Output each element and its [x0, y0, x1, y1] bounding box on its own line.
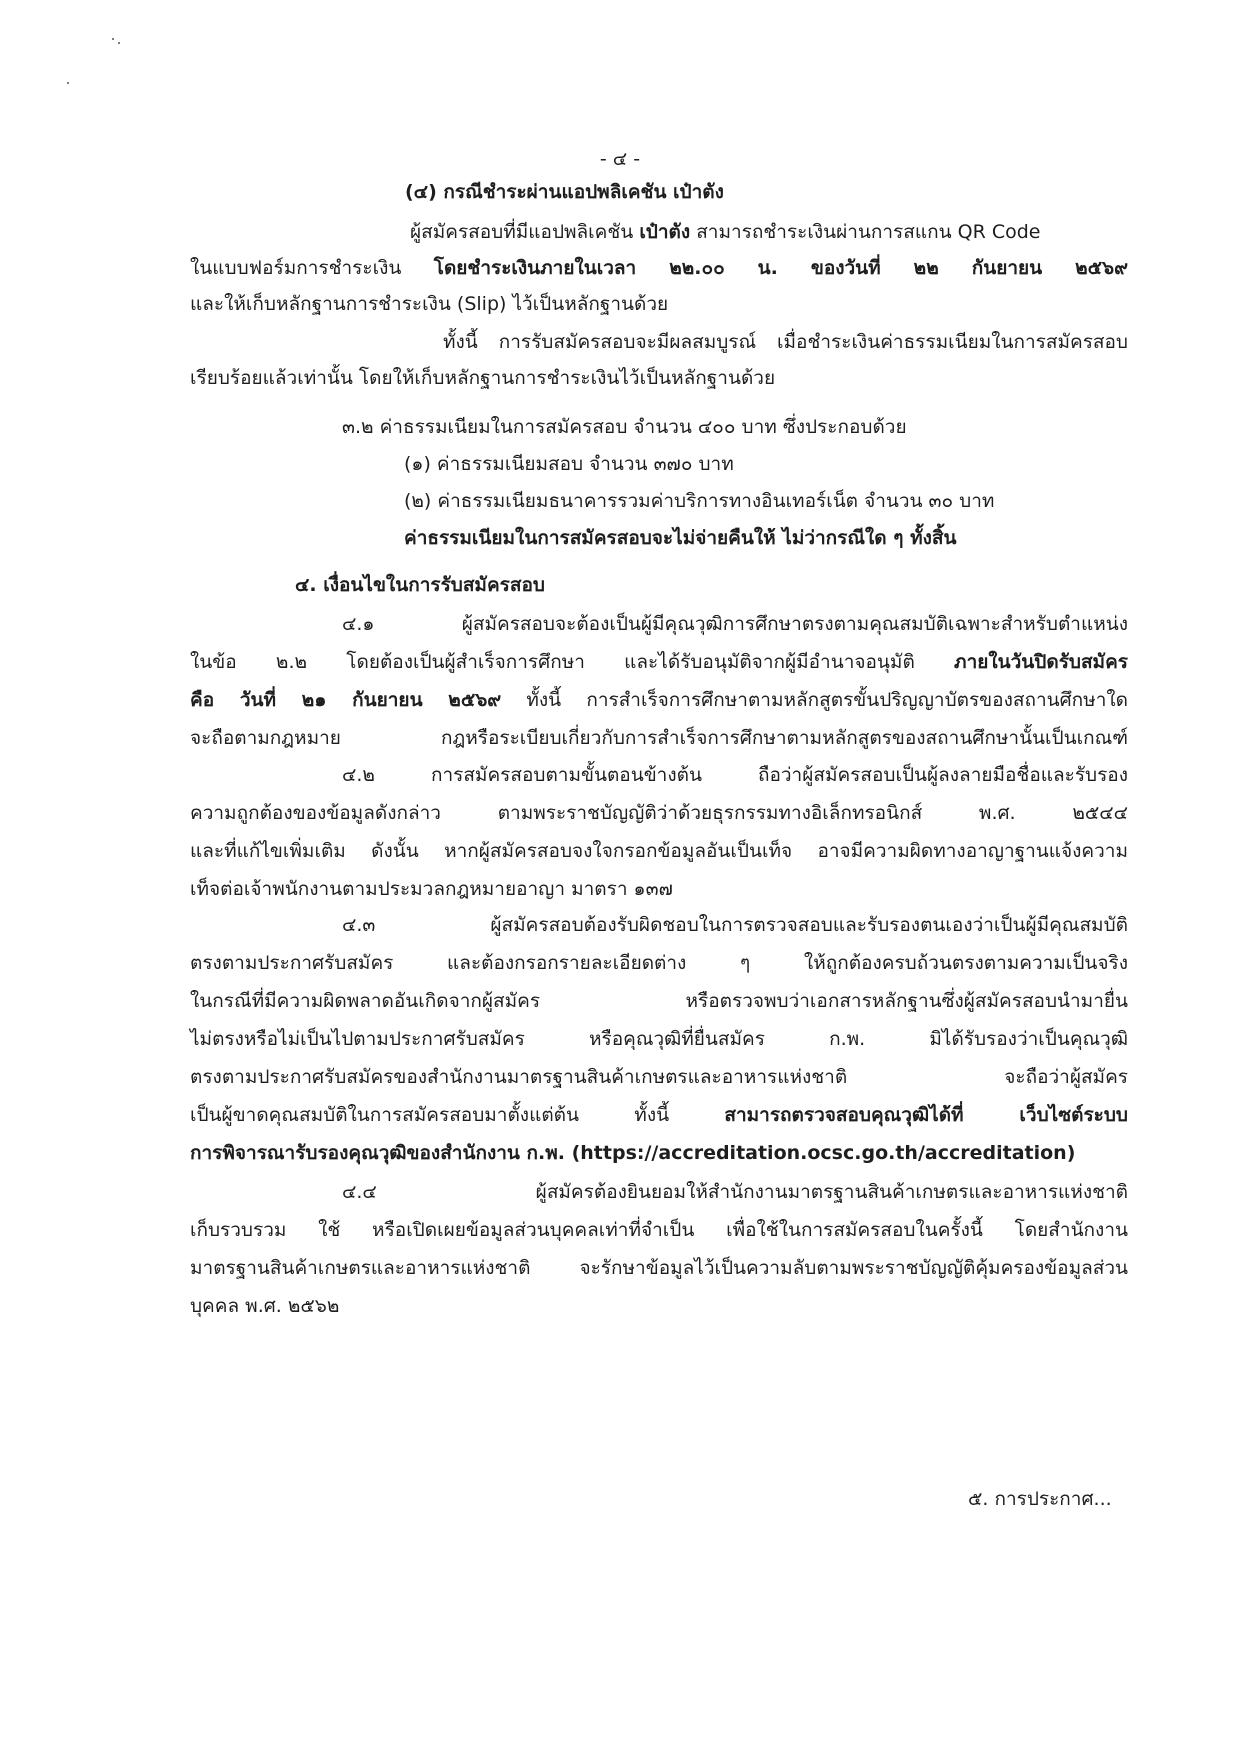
- text-run-bold: ภายในวันปิดรับสมัคร: [954, 651, 1128, 673]
- condition-line: ๔.๓ ผู้สมัครสอบต้องรับผิดชอบในการตรวจสอบและรับรองตนเองว่าเป็นผู้มีคุณสมบัติ: [342, 914, 1128, 936]
- scan-speck: [67, 82, 69, 84]
- condition-line: ไม่ตรงหรือไม่เป็นไปตามประกาศรับสมัคร หรือคุณวุฒิที่ยื่นสมัคร ก.พ. มิได้รับรองว่าเป็นคุณวุฒิ: [190, 1028, 1128, 1050]
- payment-heading: (๔) กรณีชำระผ่านแอปพลิเคชัน เป๋าตัง: [405, 181, 724, 203]
- condition-line: [190, 645, 1128, 679]
- condition-line: และที่แก้ไขเพิ่มเติม ดังนั้น หากผู้สมัครสอบจงใจกรอกข้อมูลอันเป็นเท็จ อาจมีความผิดทางอาญาฐานแจ้งความ: [190, 840, 1128, 862]
- page-number: - ๔ -: [599, 148, 641, 170]
- condition-line: ในกรณีที่มีความผิดพลาดอันเกิดจากผู้สมัคร หรือตรวจพบว่าเอกสารหลักฐานซึ่งผู้สมัครสอบนำมายื่น: [190, 990, 1128, 1012]
- condition-line: ความถูกต้องของข้อมูลดังกล่าว ตามพระราชบัญญัติว่าด้วยธุรกรรมทางอิเล็กทรอนิกส์ พ.ศ. ๒๕๔๔: [190, 802, 1128, 824]
- fee-intro: ๓.๒ ค่าธรรมเนียมในการสมัครสอบ จำนวน ๔๐๐ บาท ซึ่งประกอบด้วย: [342, 416, 907, 438]
- text-run-bold: โดยชำระเงินภายในเวลา ๒๒.๐๐ น. ของวันที่ ๒๒ กันยายน ๒๕๖๙: [433, 257, 1128, 279]
- condition-line: มาตรฐานสินค้าเกษตรและอาหารแห่งชาติ จะรักษาข้อมูลไว้เป็นความลับตามพระราชบัญญัติคุ้มครองข้อมูลส่วน: [190, 1257, 1128, 1279]
- condition-line: จะถือตามกฎหมาย กฎหรือระเบียบเกี่ยวกับการสำเร็จการศึกษาตามหลักสูตรของสถานศึกษานั้นเป็นเกณฑ์: [190, 727, 1128, 749]
- completion-paragraph-line: เรียบร้อยแล้วเท่านั้น โดยให้เก็บหลักฐานการชำระเงินไว้เป็นหลักฐานด้วย: [190, 367, 776, 389]
- payment-paragraph-line: และให้เก็บหลักฐานการชำระเงิน (Slip) ไว้เป็นหลักฐานด้วย: [190, 293, 669, 315]
- accreditation-link-line: การพิจารณารับรองคุณวุฒิของสำนักงาน ก.พ. (https://accreditation.ocsc.go.th/accreditation): [190, 1142, 1076, 1164]
- condition-line: ๔.๔ ผู้สมัครต้องยินยอมให้สำนักงานมาตรฐานสินค้าเกษตรและอาหารแห่งชาติ: [342, 1181, 1128, 1203]
- scan-speck: [112, 38, 114, 40]
- text-run: ในแบบฟอร์มการชำระเงิน: [190, 257, 434, 279]
- condition-line: ตรงตามประกาศรับสมัคร และต้องกรอกรายละเอียดต่าง ๆ ให้ถูกต้องครบถ้วนตรงตามความเป็นจริง: [190, 952, 1128, 974]
- text-run: เป็นผู้ขาดคุณสมบัติในการสมัครสอบมาตั้งแต่ต้น ทั้งนี้: [190, 1104, 725, 1126]
- text-run: ในข้อ ๒.๒ โดยต้องเป็นผู้สำเร็จการศึกษา และได้รับอนุมัติจากผู้มีอำนาจอนุมัติ: [190, 651, 955, 673]
- text-run-bold: สามารถตรวจสอบคุณวุฒิได้ที่ เว็บไซต์ระบบ: [724, 1104, 1128, 1126]
- payment-paragraph-line: [410, 215, 1128, 249]
- condition-line: เท็จต่อเจ้าพนักงานตามประมวลกฎหมายอาญา มาตรา ๑๓๗: [190, 878, 673, 900]
- condition-line: ตรงตามประกาศรับสมัครของสำนักงานมาตรฐานสินค้าเกษตรและอาหารแห่งชาติ จะถือว่าผู้สมัคร: [190, 1066, 1128, 1088]
- payment-paragraph-line: [190, 251, 1128, 285]
- scan-speck: [118, 42, 120, 44]
- condition-line: บุคคล พ.ศ. ๒๕๖๒: [190, 1295, 340, 1317]
- fee-item: (๒) ค่าธรรมเนียมธนาคารรวมค่าบริการทางอินเทอร์เน็ต จำนวน ๓๐ บาท: [404, 490, 995, 512]
- text-run: ทั้งนี้ การสำเร็จการศึกษาตามหลักสูตรขั้นปริญญาบัตรของสถานศึกษาใด: [501, 689, 1128, 711]
- condition-line: ๔.๒ การสมัครสอบตามขั้นตอนข้างต้น ถือว่าผู้สมัครสอบเป็นผู้ลงลายมือชื่อและรับรอง: [342, 764, 1128, 786]
- continuation-marker: ๕. การประกาศ...: [968, 1488, 1112, 1510]
- fee-item: (๑) ค่าธรรมเนียมสอบ จำนวน ๓๗๐ บาท: [404, 453, 734, 475]
- fee-note: ค่าธรรมเนียมในการสมัครสอบจะไม่จ่ายคืนให้ ไม่ว่ากรณีใด ๆ ทั้งสิ้น: [404, 527, 957, 549]
- text-run: ผู้สมัครสอบที่มีแอปพลิเคชัน: [410, 221, 640, 243]
- text-run-bold: เป๋าตัง: [639, 221, 691, 243]
- completion-paragraph-line: ทั้งนี้ การรับสมัครสอบจะมีผลสมบูรณ์ เมื่อชำระเงินค่าธรรมเนียมในการสมัครสอบ: [443, 331, 1128, 353]
- condition-line: [190, 683, 1128, 717]
- condition-line: ๔.๑ ผู้สมัครสอบจะต้องเป็นผู้มีคุณวุฒิการศึกษาตรงตามคุณสมบัติเฉพาะสำหรับตำแหน่ง: [342, 613, 1128, 635]
- text-run: สามารถชำระเงินผ่านการสแกน QR Code: [690, 221, 1041, 243]
- conditions-heading: ๔. เงื่อนไขในการรับสมัครสอบ: [295, 574, 545, 596]
- text-run-bold: คือ วันที่ ๒๑ กันยายน ๒๕๖๙: [190, 689, 502, 711]
- condition-line: เก็บรวบรวม ใช้ หรือเปิดเผยข้อมูลส่วนบุคคลเท่าที่จำเป็น เพื่อใช้ในการสมัครสอบในครั้งนี้ โดยสำนักงาน: [190, 1219, 1128, 1241]
- condition-line: [190, 1098, 1128, 1132]
